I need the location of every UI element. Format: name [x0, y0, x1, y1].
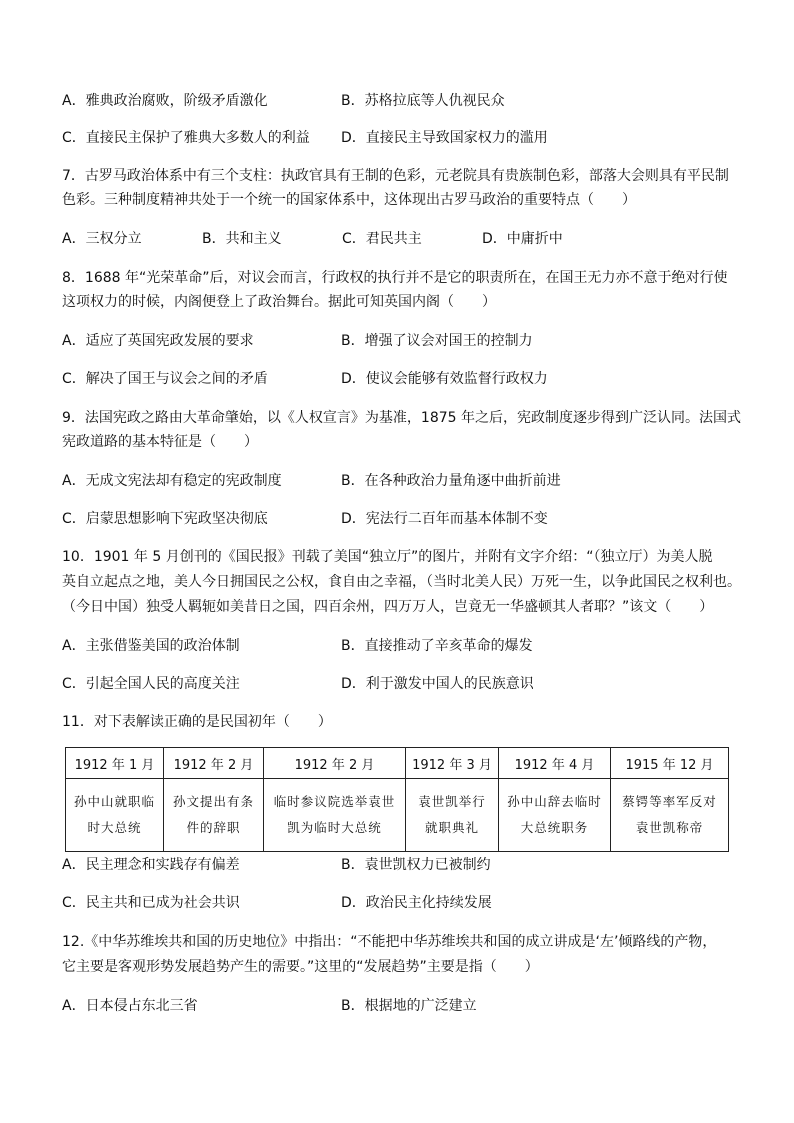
cell-line: 袁世凯称帝 [635, 820, 704, 835]
q10-option-c[interactable]: C．引起全国人民的高度关注 [62, 676, 240, 692]
q10-options-row-2 [62, 674, 742, 694]
q7-stem-line-2: 色彩。三种制度精神共处于一个统一的国家体系中，这体现出古罗马政治的重要特点（ ） [62, 192, 636, 208]
q6-option-d[interactable]: D．直接民主导致国家权力的滥用 [341, 130, 548, 146]
q8-stem-line-2: 这项权力的时候，内阁便登上了政治舞台。据此可知英国内阁（ ） [62, 294, 496, 310]
q6-options-row-2 [62, 128, 742, 148]
q9-option-d[interactable]: D．宪法行二百年而基本体制不变 [341, 511, 548, 527]
table-cell [164, 779, 264, 852]
q8-options-row-2 [62, 369, 742, 389]
table-cell [406, 779, 499, 852]
q12-stem-line-2: 它主要是客观形势发展趋势产生的需要。”这里的“发展趋势”主要是指（ ） [62, 959, 539, 975]
q11-option-b[interactable]: B．袁世凯权力已被制约 [341, 857, 491, 873]
q12-stem-line-1: 12.《中华苏维埃共和国的历史地位》中指出：“不能把中华苏维埃共和国的成立讲成是‘左’倾路线的产物， [62, 934, 717, 950]
q8-options-row-1 [62, 331, 742, 351]
q6-option-a[interactable]: A．雅典政治腐败，阶级矛盾激化 [62, 93, 268, 109]
q12-option-a[interactable]: A．日本侵占东北三省 [62, 998, 198, 1014]
q6-option-c[interactable]: C．直接民主保护了雅典大多数人的利益 [62, 130, 310, 146]
table-header-row [66, 748, 729, 779]
table-cell [499, 779, 611, 852]
table-header-cell: 1912 年 2 月 [264, 748, 406, 779]
table-header-cell: 1912 年 4 月 [499, 748, 611, 779]
cell-line: 时大总统 [87, 820, 142, 835]
table-header-cell: 1915 年 12 月 [611, 748, 729, 779]
cell-line: 大总统职务 [520, 820, 589, 835]
q11-options-row-1 [62, 855, 742, 875]
table-header-cell: 1912 年 1 月 [66, 748, 164, 779]
q6-options-row-1 [62, 91, 742, 111]
cell-line: 孙文提出有条 [172, 794, 254, 809]
q9-option-a[interactable]: A．无成文宪法却有稳定的宪政制度 [62, 473, 282, 489]
q7-option-a[interactable]: A．三权分立 [62, 231, 142, 247]
q11-option-a[interactable]: A．民主理念和实践存有偏差 [62, 857, 240, 873]
table-header-cell: 1912 年 2 月 [164, 748, 264, 779]
table-cell [611, 779, 729, 852]
q11-table [65, 747, 729, 852]
q7-option-d[interactable]: D．中庸折中 [482, 231, 563, 247]
q7-stem-line-1: 7．古罗马政治体系中有三个支柱：执政官具有王制的色彩，元老院具有贵族制色彩，部落大会则具有平民制 [62, 168, 729, 184]
q10-options-row-1 [62, 636, 742, 656]
q10-stem-line-1: 10．1901 年 5 月创刊的《国民报》刊载了美国“独立厅”的图片，并附有文字介绍：“（独立厅）为美人脱 [62, 549, 713, 565]
q9-option-c[interactable]: C．启蒙思想影响下宪政坚决彻底 [62, 511, 268, 527]
q11-option-d[interactable]: D．政治民主化持续发展 [341, 895, 492, 911]
table-header-cell: 1912 年 3 月 [406, 748, 499, 779]
q6-option-b[interactable]: B．苏格拉底等人仇视民众 [341, 93, 505, 109]
cell-line: 凯为临时大总统 [287, 820, 382, 835]
q8-option-c[interactable]: C．解决了国王与议会之间的矛盾 [62, 371, 268, 387]
q12-options-row-1 [62, 996, 742, 1016]
q9-option-b[interactable]: B．在各种政治力量角逐中曲折前进 [341, 473, 561, 489]
q10-option-d[interactable]: D．利于激发中国人的民族意识 [341, 676, 534, 692]
cell-line: 袁世凯举行 [418, 794, 486, 809]
cell-line: 临时参议院选举袁世 [273, 794, 396, 809]
q7-option-c[interactable]: C．君民共主 [342, 231, 422, 247]
q11-options-row-2 [62, 893, 742, 913]
cell-line: 件的辞职 [186, 820, 241, 835]
q10-stem-line-2: 英自立起点之地，美人今日拥国民之公权，食自由之幸福，（当时北美人民）万死一生，以争此国民之权利也。 [62, 574, 741, 590]
q8-stem-line-1: 8．1688 年“光荣革命”后，对议会而言，行政权的执行并不是它的职责所在，在国王无力亦不意于绝对行使 [62, 270, 728, 286]
table-cell [66, 779, 164, 852]
cell-line: 孙中山就职临 [73, 794, 155, 809]
q10-option-b[interactable]: B．直接推动了辛亥革命的爆发 [341, 638, 533, 654]
q9-stem-line-1: 9．法国宪政之路由大革命肇始，以《人权宣言》为基准，1875 年之后，宪政制度逐步得到广泛认同。法国式 [62, 410, 741, 426]
q9-stem-line-2: 宪政道路的基本特征是（ ） [62, 434, 258, 450]
q9-options-row-2 [62, 509, 742, 529]
q10-stem-line-3: （今日中国）独受人羁轭如美昔日之国，四百余州，四万万人，岂竟无一华盛顿其人者耶？”该文（ ） [62, 599, 714, 615]
q8-option-d[interactable]: D．使议会能够有效监督行政权力 [341, 371, 548, 387]
cell-line: 就职典礼 [424, 820, 479, 835]
q9-options-row-1 [62, 471, 742, 491]
table-cell [264, 779, 406, 852]
q7-option-b[interactable]: B．共和主义 [202, 231, 282, 247]
q8-option-b[interactable]: B．增强了议会对国王的控制力 [341, 333, 533, 349]
q11-stem: 11．对下表解读正确的是民国初年（ ） [62, 714, 332, 730]
q12-option-b[interactable]: B．根据地的广泛建立 [341, 998, 477, 1014]
q8-option-a[interactable]: A．适应了英国宪政发展的要求 [62, 333, 254, 349]
q11-option-c[interactable]: C．民主共和已成为社会共识 [62, 895, 240, 911]
table-row [66, 779, 729, 852]
cell-line: 蔡锷等率军反对 [622, 794, 717, 809]
q7-options-row [62, 229, 742, 249]
q10-option-a[interactable]: A．主张借鉴美国的政治体制 [62, 638, 240, 654]
cell-line: 孙中山辞去临时 [507, 794, 602, 809]
